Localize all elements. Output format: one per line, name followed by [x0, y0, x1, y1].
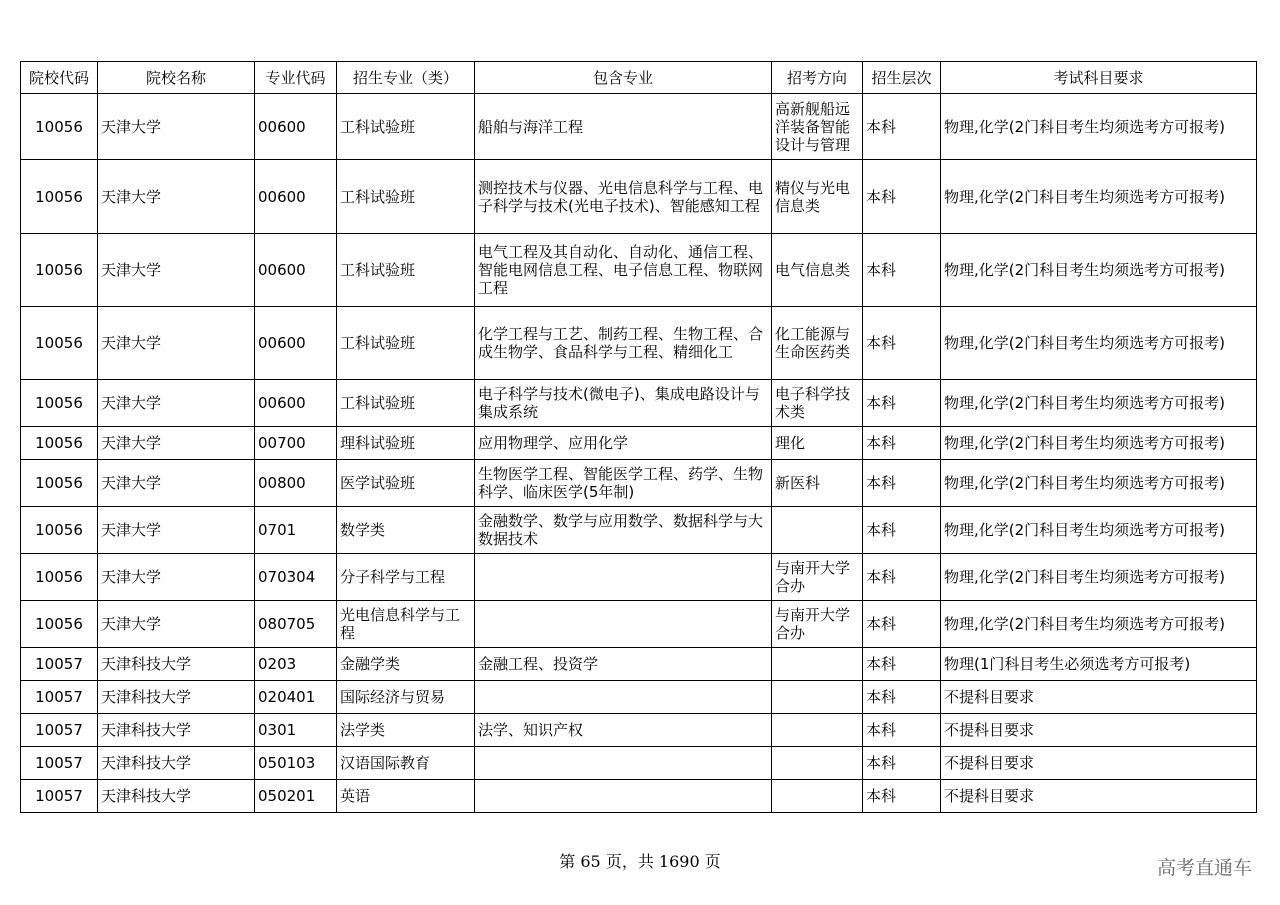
school-code-cell: 10057: [21, 780, 98, 813]
requirements-cell: 物理,化学(2门科目考生均须选考方可报考): [941, 427, 1257, 460]
direction-cell: [772, 507, 863, 554]
direction-cell: 电子科学技术类: [772, 380, 863, 427]
table-row: [21, 307, 1257, 380]
level-cell: 本科: [863, 380, 941, 427]
level-cell: 本科: [863, 714, 941, 747]
major-cell: 汉语国际教育: [337, 747, 475, 780]
direction-cell: [772, 714, 863, 747]
header-major: 招生专业（类）: [337, 62, 475, 94]
included-majors-cell: 船舶与海洋工程: [475, 94, 772, 160]
school-code-cell: 10056: [21, 160, 98, 234]
major-code-cell: 0203: [255, 648, 337, 681]
school-code-cell: 10056: [21, 460, 98, 507]
requirements-cell: 不提科目要求: [941, 714, 1257, 747]
level-cell: 本科: [863, 234, 941, 307]
school-code-cell: 10056: [21, 234, 98, 307]
level-cell: 本科: [863, 601, 941, 648]
included-majors-cell: 电子科学与技术(微电子)、集成电路设计与集成系统: [475, 380, 772, 427]
included-majors-cell: 电气工程及其自动化、自动化、通信工程、智能电网信息工程、电子信息工程、物联网工程: [475, 234, 772, 307]
school-name-cell: 天津大学: [98, 601, 255, 648]
major-cell: 金融学类: [337, 648, 475, 681]
requirements-cell: 不提科目要求: [941, 747, 1257, 780]
requirements-cell: 物理,化学(2门科目考生均须选考方可报考): [941, 601, 1257, 648]
major-cell: 理科试验班: [337, 427, 475, 460]
level-cell: 本科: [863, 780, 941, 813]
direction-cell: 与南开大学合办: [772, 554, 863, 601]
major-code-cell: 00600: [255, 94, 337, 160]
major-code-cell: 00600: [255, 307, 337, 380]
header-included-majors: 包含专业: [475, 62, 772, 94]
school-name-cell: 天津科技大学: [98, 780, 255, 813]
major-cell: 英语: [337, 780, 475, 813]
direction-cell: [772, 681, 863, 714]
major-cell: 光电信息科学与工程: [337, 601, 475, 648]
level-cell: 本科: [863, 507, 941, 554]
major-code-cell: 050201: [255, 780, 337, 813]
direction-cell: 理化: [772, 427, 863, 460]
direction-cell: [772, 780, 863, 813]
major-code-cell: 00700: [255, 427, 337, 460]
school-code-cell: 10057: [21, 714, 98, 747]
included-majors-cell: 生物医学工程、智能医学工程、药学、生物科学、临床医学(5年制): [475, 460, 772, 507]
table-row: [21, 427, 1257, 460]
school-name-cell: 天津大学: [98, 94, 255, 160]
school-name-cell: 天津科技大学: [98, 681, 255, 714]
major-code-cell: 00600: [255, 234, 337, 307]
table-row: [21, 94, 1257, 160]
direction-cell: 电气信息类: [772, 234, 863, 307]
school-name-cell: 天津大学: [98, 307, 255, 380]
table-row: [21, 747, 1257, 780]
major-cell: 法学类: [337, 714, 475, 747]
included-majors-cell: [475, 554, 772, 601]
header-subject-requirements: 考试科目要求: [941, 62, 1257, 94]
school-name-cell: 天津科技大学: [98, 714, 255, 747]
school-code-cell: 10057: [21, 747, 98, 780]
table-row: [21, 554, 1257, 601]
school-code-cell: 10056: [21, 427, 98, 460]
level-cell: 本科: [863, 681, 941, 714]
included-majors-cell: 金融工程、投资学: [475, 648, 772, 681]
requirements-cell: 物理,化学(2门科目考生均须选考方可报考): [941, 307, 1257, 380]
level-cell: 本科: [863, 160, 941, 234]
major-code-cell: 070304: [255, 554, 337, 601]
school-name-cell: 天津大学: [98, 380, 255, 427]
table-header-row: [21, 62, 1257, 94]
major-code-cell: 0701: [255, 507, 337, 554]
header-major-code: 专业代码: [255, 62, 337, 94]
direction-cell: [772, 648, 863, 681]
major-code-cell: 00600: [255, 380, 337, 427]
direction-cell: 高新舰船远洋装备智能设计与管理: [772, 94, 863, 160]
major-cell: 工科试验班: [337, 234, 475, 307]
header-school-name: 院校名称: [98, 62, 255, 94]
direction-cell: [772, 747, 863, 780]
table-row: [21, 601, 1257, 648]
direction-cell: 与南开大学合办: [772, 601, 863, 648]
requirements-cell: 物理,化学(2门科目考生均须选考方可报考): [941, 94, 1257, 160]
school-code-cell: 10056: [21, 507, 98, 554]
school-code-cell: 10056: [21, 601, 98, 648]
table-row: [21, 780, 1257, 813]
included-majors-cell: 应用物理学、应用化学: [475, 427, 772, 460]
level-cell: 本科: [863, 747, 941, 780]
major-code-cell: 00800: [255, 460, 337, 507]
level-cell: 本科: [863, 307, 941, 380]
school-code-cell: 10056: [21, 307, 98, 380]
table-row: [21, 460, 1257, 507]
school-code-cell: 10056: [21, 380, 98, 427]
direction-cell: 化工能源与生命医药类: [772, 307, 863, 380]
requirements-cell: 物理,化学(2门科目考生均须选考方可报考): [941, 234, 1257, 307]
requirements-cell: 物理,化学(2门科目考生均须选考方可报考): [941, 507, 1257, 554]
included-majors-cell: 测控技术与仪器、光电信息科学与工程、电子科学与技术(光电子技术)、智能感知工程: [475, 160, 772, 234]
school-name-cell: 天津大学: [98, 554, 255, 601]
level-cell: 本科: [863, 427, 941, 460]
major-cell: 数学类: [337, 507, 475, 554]
header-level: 招生层次: [863, 62, 941, 94]
included-majors-cell: 法学、知识产权: [475, 714, 772, 747]
included-majors-cell: [475, 780, 772, 813]
table-row: [21, 648, 1257, 681]
header-direction: 招考方向: [772, 62, 863, 94]
school-name-cell: 天津大学: [98, 160, 255, 234]
requirements-cell: 不提科目要求: [941, 780, 1257, 813]
requirements-cell: 物理,化学(2门科目考生均须选考方可报考): [941, 160, 1257, 234]
level-cell: 本科: [863, 648, 941, 681]
requirements-cell: 物理,化学(2门科目考生均须选考方可报考): [941, 380, 1257, 427]
requirements-cell: 不提科目要求: [941, 681, 1257, 714]
table-row: [21, 234, 1257, 307]
school-code-cell: 10057: [21, 681, 98, 714]
included-majors-cell: 化学工程与工艺、制药工程、生物工程、合成生物学、食品科学与工程、精细化工: [475, 307, 772, 380]
major-code-cell: 050103: [255, 747, 337, 780]
major-cell: 国际经济与贸易: [337, 681, 475, 714]
school-name-cell: 天津大学: [98, 427, 255, 460]
level-cell: 本科: [863, 460, 941, 507]
table-row: [21, 160, 1257, 234]
requirements-cell: 物理,化学(2门科目考生均须选考方可报考): [941, 554, 1257, 601]
school-code-cell: 10056: [21, 554, 98, 601]
major-code-cell: 020401: [255, 681, 337, 714]
level-cell: 本科: [863, 94, 941, 160]
table-row: [21, 380, 1257, 427]
major-cell: 分子科学与工程: [337, 554, 475, 601]
major-cell: 医学试验班: [337, 460, 475, 507]
table-row: [21, 714, 1257, 747]
admission-table: [20, 61, 1257, 813]
included-majors-cell: [475, 747, 772, 780]
page-number: 第 65 页，共 1690 页: [559, 852, 721, 871]
major-code-cell: 00600: [255, 160, 337, 234]
school-code-cell: 10057: [21, 648, 98, 681]
included-majors-cell: 金融数学、数学与应用数学、数据科学与大数据技术: [475, 507, 772, 554]
school-code-cell: 10056: [21, 94, 98, 160]
school-name-cell: 天津科技大学: [98, 747, 255, 780]
direction-cell: 精仪与光电信息类: [772, 160, 863, 234]
table-body: [21, 94, 1257, 813]
major-cell: 工科试验班: [337, 94, 475, 160]
major-cell: 工科试验班: [337, 307, 475, 380]
table-row: [21, 681, 1257, 714]
school-name-cell: 天津科技大学: [98, 648, 255, 681]
requirements-cell: 物理(1门科目考生必须选考方可报考): [941, 648, 1257, 681]
school-name-cell: 天津大学: [98, 460, 255, 507]
school-name-cell: 天津大学: [98, 234, 255, 307]
major-code-cell: 080705: [255, 601, 337, 648]
level-cell: 本科: [863, 554, 941, 601]
requirements-cell: 物理,化学(2门科目考生均须选考方可报考): [941, 460, 1257, 507]
table-row: [21, 507, 1257, 554]
major-cell: 工科试验班: [337, 380, 475, 427]
school-name-cell: 天津大学: [98, 507, 255, 554]
header-school-code: 院校代码: [21, 62, 98, 94]
included-majors-cell: [475, 681, 772, 714]
major-cell: 工科试验班: [337, 160, 475, 234]
direction-cell: 新医科: [772, 460, 863, 507]
included-majors-cell: [475, 601, 772, 648]
major-code-cell: 0301: [255, 714, 337, 747]
watermark: 高考直通车: [1156, 857, 1252, 879]
